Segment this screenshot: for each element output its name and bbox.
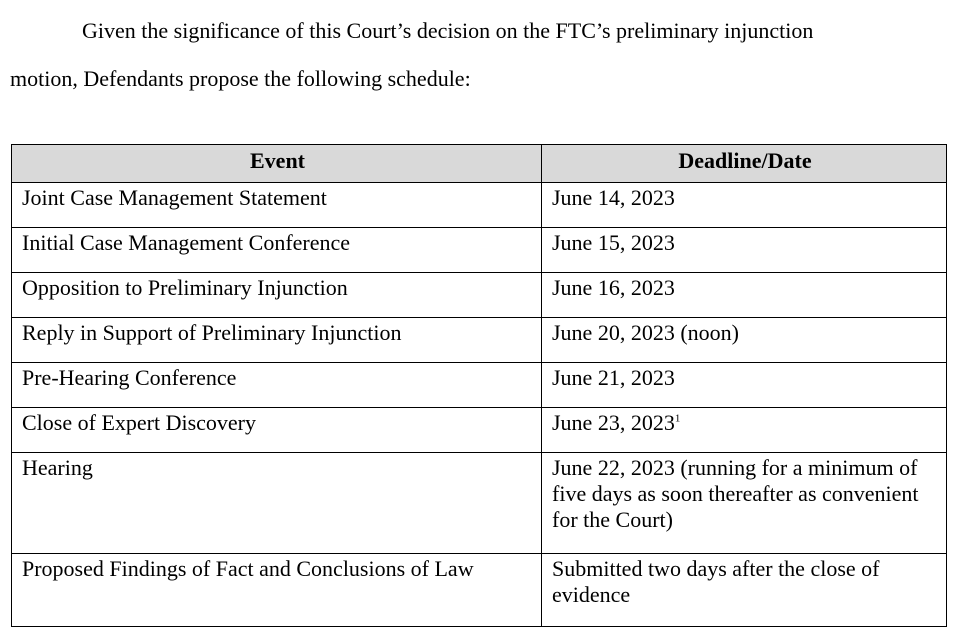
header-event: Event: [12, 145, 542, 183]
intro-paragraph-line-1: Given the significance of this Court’s decision on the FTC’s preliminary injunction: [82, 18, 814, 43]
event-cell: Hearing: [12, 453, 542, 554]
event-cell: Pre-Hearing Conference: [12, 363, 542, 408]
event-cell: Reply in Support of Preliminary Injunction: [12, 318, 542, 363]
date-cell: June 15, 2023: [542, 228, 947, 273]
date-cell: [542, 408, 947, 453]
table-row: [12, 363, 947, 408]
table-row: [12, 453, 947, 554]
table-row: [12, 318, 947, 363]
event-cell: Joint Case Management Statement: [12, 183, 542, 228]
table-row: [12, 408, 947, 453]
event-cell: Opposition to Preliminary Injunction: [12, 273, 542, 318]
date-cell: June 22, 2023 (running for a minimum of five days as soon thereafter as convenient for the Court): [542, 453, 947, 554]
date-cell: June 14, 2023: [542, 183, 947, 228]
table-row: [12, 228, 947, 273]
table-row: [12, 183, 947, 228]
footnote-marker: 1: [674, 412, 681, 425]
table-row: [12, 554, 947, 627]
event-cell: Close of Expert Discovery: [12, 408, 542, 453]
date-text: June 23, 2023: [552, 410, 675, 435]
table-row: [12, 273, 947, 318]
table-header-row: [12, 145, 947, 183]
date-cell: June 16, 2023: [542, 273, 947, 318]
schedule-table: [11, 144, 947, 627]
header-deadline-date: Deadline/Date: [542, 145, 947, 183]
date-cell: June 21, 2023: [542, 363, 947, 408]
event-cell: Proposed Findings of Fact and Conclusions of Law: [12, 554, 542, 627]
event-cell: Initial Case Management Conference: [12, 228, 542, 273]
intro-paragraph-line-2: motion, Defendants propose the following schedule:: [10, 66, 471, 91]
date-cell: Submitted two days after the close of evidence: [542, 554, 947, 627]
date-cell: June 20, 2023 (noon): [542, 318, 947, 363]
